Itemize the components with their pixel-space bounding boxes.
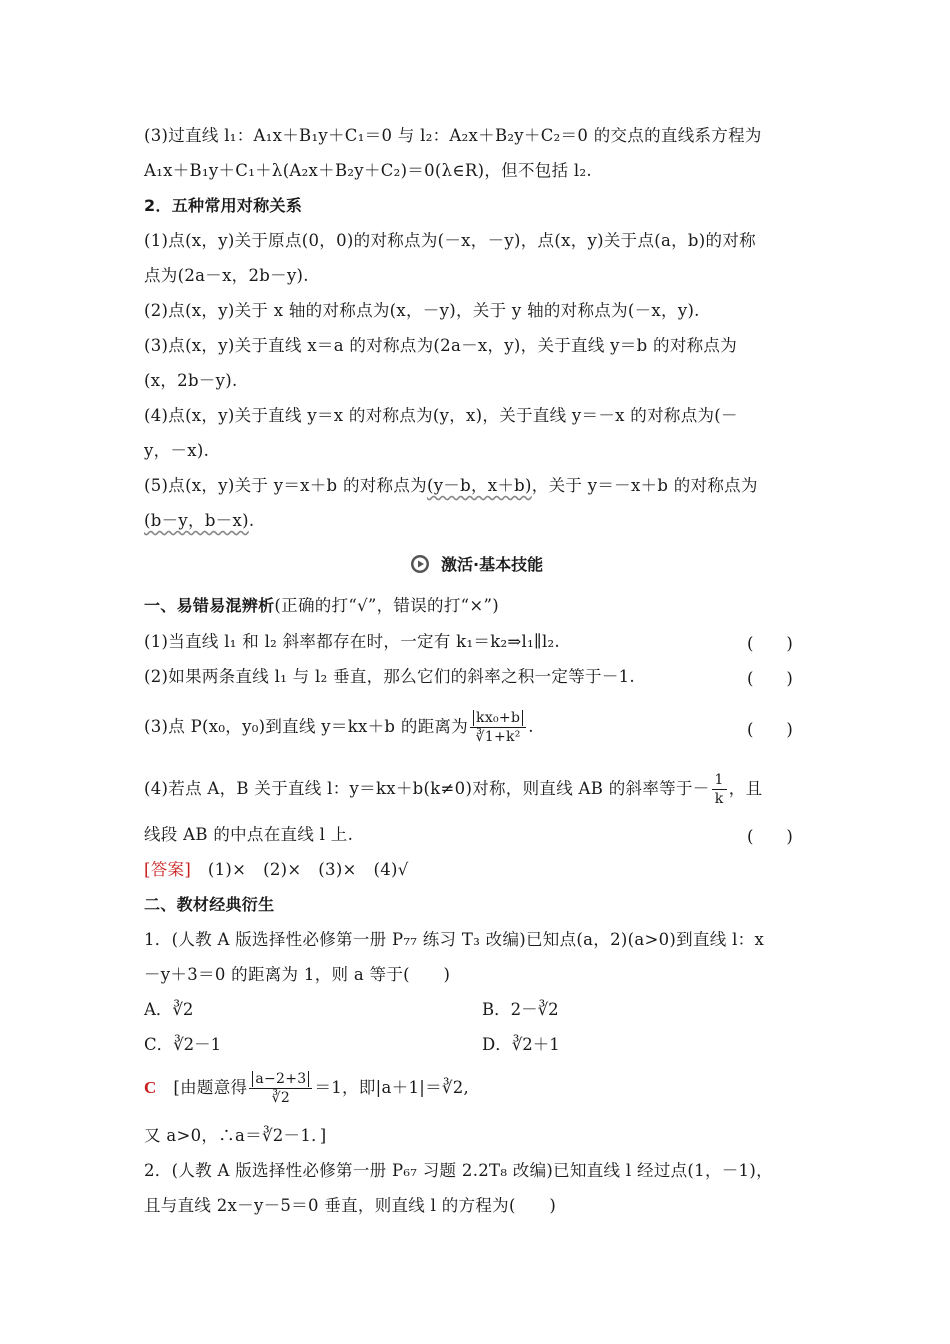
problem-1b: －y＋3＝0 的距离为 1，则 a 等于( )	[144, 965, 451, 984]
sym-line-1b: 点为(2a－x，2b－y).	[144, 266, 309, 285]
q3-numerator-text: kx₀+b	[473, 710, 523, 726]
answer-line	[144, 858, 809, 882]
q4-pre: (4)若点 A，B 关于直线 l：y＝kx＋b(k≠0)对称，则直线 AB 的斜率等于－	[144, 779, 710, 798]
question-4b: 线段 AB 的中点在直线 l 上.	[144, 825, 354, 844]
question-2	[144, 665, 809, 689]
answer-text: (1)× (2)× (3)× (4)√	[207, 860, 409, 879]
solution-answer-letter: C	[144, 1078, 157, 1097]
problem-2b: 且与直线 2x－y－5＝0 垂直，则直线 l 的方程为( )	[144, 1196, 557, 1215]
solution-line-1	[144, 1064, 809, 1112]
sym-line-4a: (4)点(x，y)关于直线 y＝x 的对称点为(y，x)，关于直线 y＝－x 的对称点为(－	[144, 406, 738, 425]
q4-post: ，且	[728, 779, 763, 798]
sym-5a-wavy: (y－b，x＋b)	[426, 476, 532, 495]
problem-1a: 1．(人教 A 版选择性必修第一册 P₇₇ 练习 T₃ 改编)已知点(a，2)(a>0)到直线 l：x	[144, 930, 765, 949]
answer-tag: [答案]	[144, 860, 192, 879]
banner-title: 激活·基本技能	[441, 555, 544, 574]
sym-line-5b	[144, 509, 809, 533]
solution-numerator	[249, 1070, 312, 1089]
solution-fraction	[249, 1070, 312, 1107]
play-circle-icon	[410, 554, 430, 574]
sym-line-2: (2)点(x，y)关于 x 轴的对称点为(x，－y)，关于 y 轴的对称点为(－x，y).	[144, 301, 700, 320]
part2-heading: 二、教材经典衍生	[144, 895, 275, 914]
q1-text: (1)当直线 l₁ 和 l₂ 斜率都存在时，一定有 k₁＝k₂⇒l₁∥l₂.	[144, 632, 560, 651]
sym-5a-pre: (5)点(x，y)关于 y＝x＋b 的对称点为	[144, 476, 427, 495]
section-heading-symmetry: 2．五种常用对称关系	[144, 196, 303, 215]
question-3	[144, 698, 809, 756]
option-d: D．∛2＋1	[482, 1035, 560, 1054]
answer-blank-3: ( )	[747, 720, 793, 739]
sym-line-1a: (1)点(x，y)关于原点(0，0)的对称点为(－x，－y)，点(x，y)关于点(a，b)的对称	[144, 231, 756, 250]
q3-numerator	[470, 709, 526, 728]
answer-blank-4: ( )	[747, 827, 793, 846]
sym-5b-wavy: (b－y，b－x)	[144, 511, 249, 530]
option-b: B．2－∛2	[482, 1000, 559, 1019]
answer-blank-2: ( )	[747, 669, 793, 688]
sym-5a-post: ，关于 y＝－x＋b 的对称点为	[531, 476, 758, 495]
theory-line-3a: (3)过直线 l₁：A₁x＋B₁y＋C₁＝0 与 l₂：A₂x＋B₂y＋C₂＝0 的交点的直线系方程为	[144, 126, 762, 145]
option-c: C．∛2－1	[144, 1035, 222, 1054]
q4-denominator: k	[714, 791, 724, 807]
question-4a	[144, 766, 809, 812]
section-banner	[144, 552, 809, 575]
solution-numerator-text: a−2+3	[252, 1071, 309, 1087]
problem-2a: 2．(人教 A 版选择性必修第一册 P₆₇ 习题 2.2T₈ 改编)已知直线 l 经过点(1，－1)，	[144, 1161, 773, 1180]
solution-line-2: 又 a>0，∴a＝∛2－1．]	[144, 1126, 327, 1145]
solution-pre: [由题意得	[173, 1078, 248, 1097]
q4-numerator: 1	[712, 771, 727, 790]
q2-text: (2)如果两条直线 l₁ 与 l₂ 垂直，那么它们的斜率之积一定等于－1.	[144, 667, 635, 686]
sym-5b-post: .	[248, 511, 255, 530]
q3-post: .	[528, 717, 534, 736]
q4-fraction	[712, 771, 727, 808]
answer-blank-1: ( )	[747, 634, 793, 653]
theory-line-3b: A₁x＋B₁y＋C₁＋λ(A₂x＋B₂y＋C₂)＝0(λ∈R)，但不包括 l₂.	[144, 161, 592, 180]
option-a: A．∛2	[144, 1000, 194, 1019]
q3-fraction	[470, 709, 526, 746]
q3-pre: (3)点 P(x₀，y₀)到直线 y＝kx＋b 的距离为	[144, 717, 469, 736]
sym-line-5a	[144, 474, 809, 498]
sym-line-4b: y，－x).	[144, 441, 210, 460]
part1-note: (正确的打“√”，错误的打“×”)	[274, 596, 499, 615]
question-1	[144, 630, 809, 654]
q3-denominator: ∛1+k²	[475, 729, 521, 745]
solution-post: ＝1，即|a＋1|＝∛2,	[314, 1078, 470, 1097]
sym-line-3b: (x，2b－y).	[144, 371, 238, 390]
part1-title: 一、易错易混辨析	[144, 596, 275, 615]
solution-denominator: ∛2	[271, 1090, 291, 1106]
sym-line-3a: (3)点(x，y)关于直线 x＝a 的对称点为(2a－x，y)，关于直线 y＝b 的对称点为	[144, 336, 738, 355]
part1-heading	[144, 594, 809, 618]
